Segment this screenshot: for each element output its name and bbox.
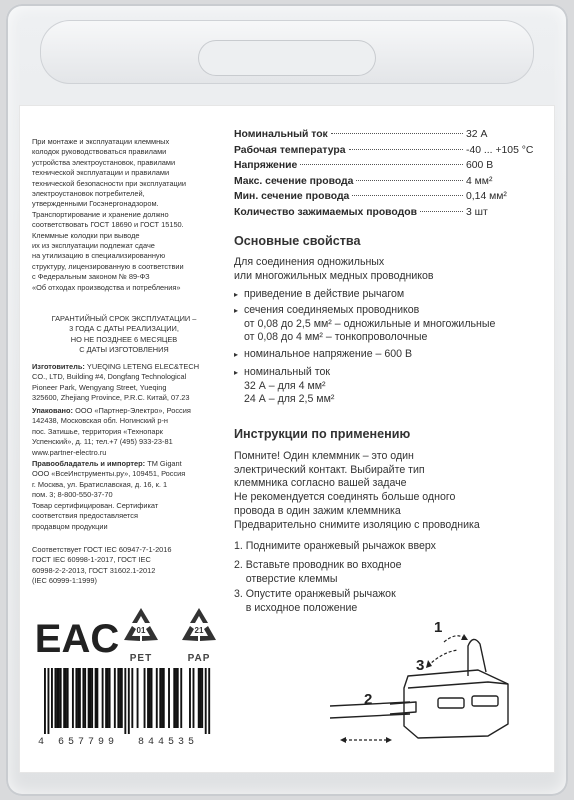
instructions-reminder [234,450,425,491]
barcode-bar [121,668,123,728]
certification-line: соответствия предоставляется [32,511,138,521]
packer-line: пос. Затишье, территория «Технопарк [32,426,163,436]
barcode-bar [201,668,203,728]
spec-key: Рабочая температура [234,144,346,156]
mounting-note-line: с Федеральным законом № 89-ФЗ [32,272,150,282]
barcode-bar [114,668,116,728]
instructions-line: клеммника согласно вашей задаче [234,477,407,490]
barcode-bar [177,668,179,728]
spec-value: 32 А [466,129,488,140]
warranty-line: С ДАТЫ ИЗГОТОВЛЕНИЯ [79,345,169,355]
importer-label: Правообладатель и импортер: [32,459,146,468]
spec-key: Количество зажимаемых проводов [234,206,417,218]
barcode-bar [105,668,107,728]
barcode-bar [84,668,86,728]
arrow-lower-head [426,660,432,668]
barcode-bar [91,668,93,728]
barcode-bar [200,668,202,728]
barcode-bar [131,668,133,728]
spec-table [234,129,534,222]
barcode-bar [109,668,111,728]
spec-row [234,176,526,192]
spec-row [234,129,526,145]
spec-value: 600 В [466,160,494,171]
barcode-bar [175,668,177,728]
property-bullet: ▸ номинальное напряжение – 600 В [234,348,413,360]
mounting-note-line: их из эксплуатации подлежат сдаче [32,241,155,251]
barcode-bar [96,668,98,728]
instructions-line: Не рекомендуется соединять больше одного [234,491,456,503]
instructions-line: Предварительно снимите изоляцию с проводника [234,519,480,531]
arrow-lower-path [428,650,458,666]
barcode-bar [180,668,182,728]
barcode-bar [63,668,65,728]
instructions-heading: Инструкции по применению [234,427,411,441]
recycle-pet-icon [120,606,162,664]
standards-line: Соответствует ГОСТ IEC 60947-7-1-2016 [32,545,172,554]
mounting-note-line: технической эксплуатации и правилами [32,168,170,178]
instruction-step-line: 3. Опустите оранжевый рычажок [234,588,396,600]
mounting-note-line: электроустановок потребителей, [32,189,145,199]
terminal-window-right [472,696,498,706]
certification-line: Товар сертифицирован. Сертификат [32,501,159,510]
property-bullet-line: номинальный ток [244,366,330,378]
barcode-bar [147,668,149,728]
spec-value: 3 шт [466,206,488,218]
manufacturer-block [32,362,199,404]
property-bullet-line: 32 А – для 4 мм² [244,379,326,392]
mounting-note-line: «Об отходах производства и потребления» [32,282,181,292]
property-bullet-line: 24 А – для 2,5 мм² [244,393,335,406]
barcode-bar [60,668,62,728]
barcode-bar [156,668,158,728]
mounting-note-line: технической безопасности при эксплуатации [32,178,187,188]
barcode-bar [79,668,81,728]
instruction-step-line: 2. Вставьте проводник во входное [234,559,402,571]
barcode-bar [151,668,153,728]
mounting-note-line: структуру, лицензированную в соответствии [32,261,184,271]
barcode-bar [163,668,165,728]
barcode-bar [119,668,121,728]
barcode-bar [173,668,175,728]
barcode-bar [65,668,67,728]
spec-row [234,144,534,161]
barcode-bar [149,668,151,728]
instructions-line: провода в один зажим клеммника [234,504,401,517]
barcode-bar [198,668,200,728]
property-bullet: ▸ приведение в действие рычагом [234,288,405,300]
svg-text:01: 01 [136,626,146,635]
svg-text:21: 21 [194,626,204,635]
property-bullet-line: от 0,08 до 4 мм² – тонкопроволочные [244,331,428,344]
warranty-line: 3 ГОДА С ДАТЫ РЕАЛИЗАЦИИ, [69,324,179,334]
properties-intro-line: Для соединения одножильных [234,256,385,268]
barcode-bar [82,668,84,728]
terminal-body [404,670,508,738]
warranty-note [44,314,204,356]
importer-line: ООО «ВсеИнструменты.ру», 109451, Россия [32,469,186,479]
barcode-bar [95,668,97,728]
barcode-bar [208,668,210,734]
mounting-note-line: утвержденными Госэнергонадзором. [32,199,159,209]
diagram-label-3: 3 [416,657,425,674]
barcode-bar [205,668,207,734]
packer-line: ООО «Партнер-Электро», Россия [75,406,191,415]
barcode-bar [117,668,119,728]
packer-block [32,406,191,458]
barcode-bar [107,668,109,728]
standards-line: ГОСТ IEC 60998-1-2017, ГОСТ IEC [32,555,151,565]
spec-row [234,191,526,207]
mounting-note-line: соответствовать ГОСТ 18690 и ГОСТ 15150. [32,220,184,230]
recycle-pap-label: PAP [187,653,211,664]
property-bullet-line: номинальное напряжение – 600 В [244,348,413,360]
barcode-bar [58,668,60,728]
properties-heading: Основные свойства [234,234,361,248]
property-bullet-line: сечения соединяемых проводников [244,304,420,316]
barcode-bar [128,668,130,734]
barcode-bar [124,668,126,734]
spec-row [234,207,526,223]
barcode-digits-right: 844535 [138,737,199,748]
barcode-bar [189,668,191,728]
barcode-bar [72,668,74,728]
property-bullet: ▸ номинальный ток 32 А – для 4 мм² 24 А – для 2,5 мм² [234,366,335,406]
barcode-bar [47,668,49,734]
arrow-lift-head [461,634,468,640]
instruction-step-line: 1. Поднимите оранжевый рычажок вверх [234,540,436,552]
diagram-label-2: 2 [364,691,373,708]
certification-line: продавцом продукции [32,521,108,531]
barcode-bar [89,668,91,728]
importer-line: пом. 3; 8-800-550-37-70 [32,490,113,500]
mounting-note-line: на утилизацию в специализированную [32,251,166,261]
arrow-insert-head-right [386,737,392,743]
barcode-bar [75,668,77,728]
standards-line: (IEC 60999-1:1999) [32,576,97,586]
importer-block [32,459,185,501]
terminal-diagram [318,606,528,756]
arrow-lift-path [444,636,464,642]
barcode-digits-left: 657799 [58,737,119,748]
warranty-line: НО НЕ ПОЗДНЕЕ 6 МЕСЯЦЕВ [70,334,178,344]
spec-value: 4 мм² [466,175,493,187]
manufacturer-line: YUEQING LETENG ELEC&TECH [86,362,200,371]
barcode [44,668,210,734]
barcode-bar [161,668,163,728]
barcode-bar [44,668,46,734]
instruction-step-line: в исходное положение [234,601,358,614]
spec-key: Напряжение [234,160,298,171]
instruction-step-1 [234,540,436,554]
certification-note [32,501,158,532]
barcode-bar [56,668,58,728]
importer-line: TM Gigant [147,459,182,468]
standards-note [32,545,172,587]
packer-line: www.partner-electro.ru [32,447,107,457]
eac-logo [34,606,120,661]
property-bullet-line: приведение в действие рычагом [244,288,405,300]
manufacturer-label: Изготовитель: [32,362,85,371]
barcode-digit-lead: 4 [38,737,45,748]
barcode-bar [54,668,56,728]
instruction-step-line: отверстие клеммы [234,572,338,585]
barcode-bar [137,668,139,728]
instructions-warning [234,491,455,518]
mounting-note-line: Транспортирование и хранение должно [32,209,169,219]
barcode-bar [67,668,69,728]
property-bullet-line: от 0,08 до 2,5 мм² – одножильные и многожильные [244,317,496,330]
spec-key: Мин. сечение провода [234,191,350,202]
instructions-line: электрический контакт. Выбирайте тип [234,463,425,476]
properties-intro [234,256,434,283]
recycle-pet-label: PET [129,653,153,664]
warranty-line: ГАРАНТИЙНЫЙ СРОК ЭКСПЛУАТАЦИИ – [51,314,197,323]
manufacturer-line: Pioneer Park, Wengyang Street, Yueqing [32,382,167,392]
hang-hole [198,40,376,76]
mounting-note-line: устройства электроустановок, правилами [32,157,176,167]
barcode-bar [51,668,53,728]
properties-intro-line: или многожильных медных проводников [234,269,434,282]
spec-value: -40 ... +105 °С [466,144,534,156]
barcode-bar [159,668,161,728]
packer-line: 142438, Московская обл. Ногинский р-н [32,416,169,426]
packer-label: Упаковано: [32,406,74,415]
wire-core [390,702,416,714]
spec-row [234,160,526,176]
property-bullet: ▸ сечения соединяемых проводников от 0,08 до 2,5 мм² – одножильные и многожильные от 0,08 до 4 мм² – тонкопроволочные [234,304,496,344]
importer-line: г. Москва, ул. Братиславская, д. 16, к. 1 [32,479,168,489]
barcode-bar [144,668,146,728]
recycle-pap-icon [178,606,220,664]
spec-key: Номинальный ток [234,129,328,140]
packer-line: Успенский», д. 11; тел.+7 (495) 933-23-81 [32,437,173,447]
spec-value: 0,14 мм² [466,191,507,202]
barcode-bar [193,668,195,728]
svg-text:EAC: EAC [34,617,120,661]
mounting-note [32,137,186,293]
mounting-note-line: Клеммные колодки при выводе [32,230,140,240]
barcode-bar [102,668,104,728]
barcode-bar [88,668,90,728]
standards-line: 60998-2-2-2013, ГОСТ 31602.1-2012 [32,565,156,575]
diagram-label-1: 1 [434,619,443,636]
barcode-bar [168,668,170,728]
manufacturer-line: 325600, Zhejiang Province, P.R.C. Китай, 07.23 [32,393,190,403]
arrow-insert-head-left [340,737,346,743]
terminal-top-edge [408,682,508,688]
mounting-note-line: При монтаже и эксплуатации клеммных [32,137,170,146]
manufacturer-line: CO., LTD, Building #4, Dongfang Technological [32,372,187,382]
spec-key: Макс. сечение провода [234,175,354,187]
instructions-line: Помните! Один клеммник – это один [234,450,414,462]
instruction-step-2 [234,559,402,586]
terminal-window-left [438,698,464,708]
barcode-bar [77,668,79,728]
mounting-note-line: колодок руководствоваться правилами [32,147,167,157]
instructions-prep [234,519,480,533]
